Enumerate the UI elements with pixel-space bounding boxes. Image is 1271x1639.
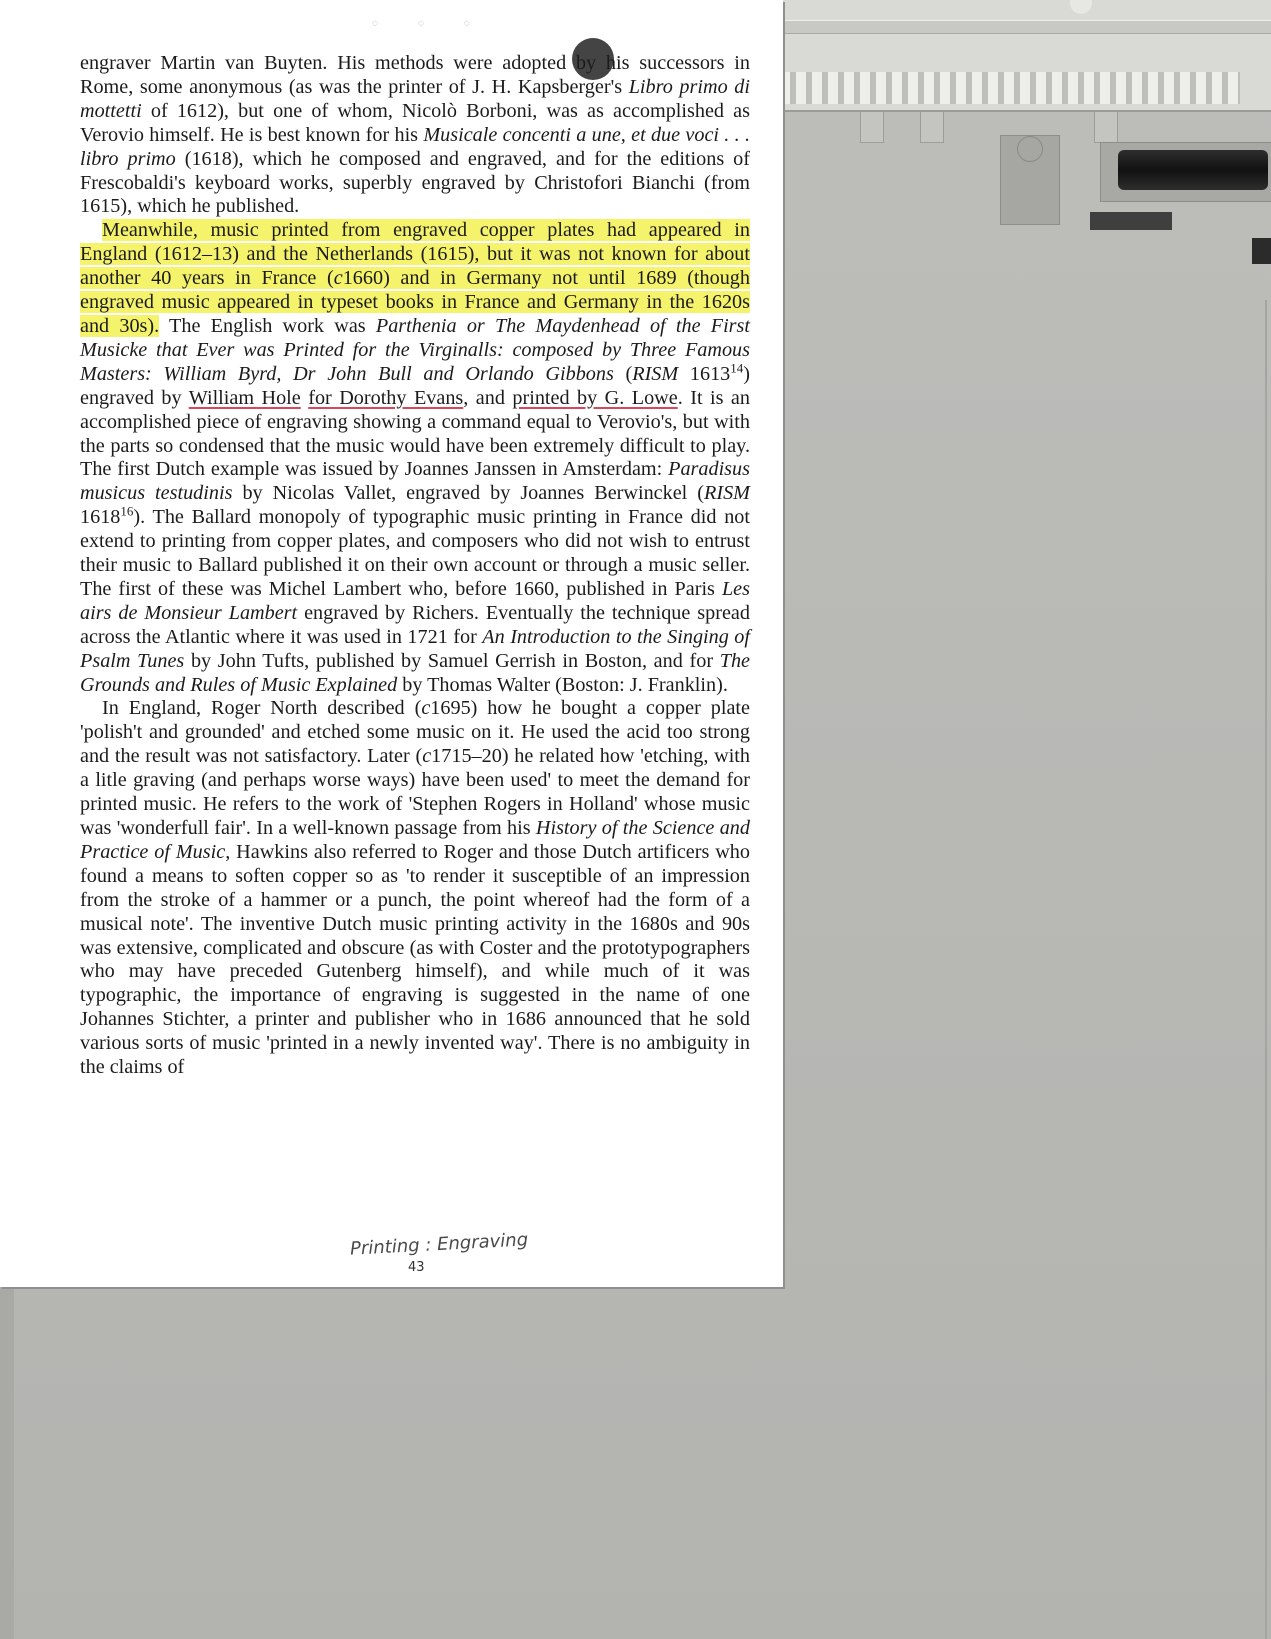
underlined-name: for Dorothy Evans	[308, 386, 464, 409]
italic-title: RISM	[704, 482, 750, 505]
text-run: by his successors in Rome, some anonymous (as was the printer of J. H. Kapsberger's	[80, 52, 750, 98]
italic-title: History of the Science and Practice of Music	[80, 817, 750, 863]
text-run: The English work was	[159, 314, 376, 337]
text-run: . It is an accomplished piece of engraving showing a command equal to Verovio's, but with the parts so condensed that the music would have been extremely difficult to play. The first Dutch example was issued by Joannes Janssen in Amsterdam:	[80, 386, 750, 481]
scanner-roller	[1118, 150, 1268, 190]
text-run: ). The Ballard monopoly of typographic music printing in France did not extend to printing from copper plates, and composers who did not wish to entrust their music to Ballard published it on their own account or through a music seller. The first of these was Michel Lambert who, before 1660, published in Paris	[80, 506, 750, 600]
text-run: (1618), which he composed and engraved, and for the editions of Frescobaldi's keyboard works, superbly engraved by Christofori Bianchi (from 1615), which he published.	[80, 147, 750, 218]
text-run: 1715–20) he related how 'etching, with a litle graving (and perhaps worse ways) have been used' to meet the demand for printed music. He refers to the work of 'Stephen Rogers in Holland' whose music was 'wonderfull fair'. In a well-known passage from his	[80, 745, 750, 839]
circa-mark: c	[421, 697, 431, 720]
underlined-name: William Hole	[188, 386, 301, 409]
text-run: Meanwhile, music printed from engraved copper plates had appeared in England (1612–13) and the Netherlands (1615), but it was not known for about another 40 years in France (	[80, 219, 750, 290]
italic-title: Parthenia or The Maydenhead of the First Musicke that Ever was Printed for the Virginalls: composed by Three Famous Masters: William Byrd, Dr John Bull and Orlando Gibbons	[80, 314, 751, 385]
scanner-tab	[920, 112, 944, 143]
text-run: engraver Martin van Buyten. His methods were	[80, 52, 503, 74]
scanner-edge-shadow	[0, 1287, 14, 1639]
text-run: by Thomas Walter (Boston: J. Franklin).	[397, 673, 728, 696]
italic-title: The Grounds and Rules of Music Explained	[80, 649, 750, 696]
scanner-lid-hinge	[770, 0, 1271, 112]
italic-title: Musicale concenti a une, et due voci . . . libro primo	[80, 123, 750, 170]
scanner-small-slot	[1252, 238, 1271, 264]
scanner-vent-slots	[780, 72, 1240, 104]
circa-mark: c	[422, 745, 432, 768]
scanner-edge-line	[1265, 300, 1267, 1639]
italic-title: Les airs de Monsieur Lambert	[80, 577, 750, 624]
text-run: (	[613, 362, 633, 385]
page-number: 43	[408, 1260, 425, 1275]
italic-title: An Introduction to the Singing of Psalm Tunes	[80, 625, 751, 672]
text-run: , Hawkins also referred to Roger and those Dutch artificers who found a means to soften copper so as 'to render it susceptible of an impression from the stroke of a hammer or a punch, the point whereof had the form of a musical note'. The inventive Dutch music printing activity in the 1680s and 90s was extensive, complicated and obscure (as with Coster and the prototypographers who may have preceded Gutenberg himself), and while much of it was typographic, the importance of engraving is suggested in the name of one Johannes Stichter, a printer and publisher who in 1686 announced that he sold various sorts of music 'printed in a newly invented way'. There is no ambiguity in the claims of	[80, 840, 750, 1079]
text-run: 1618	[80, 506, 121, 529]
paragraph-3	[80, 697, 750, 1080]
handwritten-note: Printing : Engraving	[349, 1229, 529, 1260]
paragraph-1	[80, 52, 750, 219]
italic-title: Paradisus musicus testudinis	[80, 458, 750, 505]
text-run: 1660) and in Germany not until 1689 (though engraved music appeared in typeset books in France and Germany in the 1620s and 30s).	[80, 267, 750, 337]
superscript: 14	[730, 360, 744, 376]
text-run: In England, Roger North described (	[102, 697, 422, 720]
scanner-rail	[770, 20, 1271, 34]
text-run: 1695) how he bought a copper plate 'polish't and grounded' and etched some music on it. He used the acid too strong and the result was not satisfactory. Later (	[80, 697, 750, 768]
scanner-latch-circle	[1017, 136, 1043, 162]
scanner-tab	[1094, 112, 1118, 143]
text-run: by Nicolas Vallet, engraved by Joannes Berwinckel (	[232, 482, 705, 505]
scanner-dark-slot	[1090, 212, 1172, 230]
text-run: engraved by Richers. Eventually the technique spread across the Atlantic where it was used in 1721 for	[80, 601, 750, 648]
text-run: ) engraved by	[80, 362, 750, 409]
text-run: , and	[463, 386, 513, 409]
scanner-knob	[1070, 0, 1092, 14]
text-run: of 1612), but one of whom, Nicolò Borboni, was as accomplished as Verovio himself. He is best known for his	[80, 99, 750, 146]
italic-title: Libro primo di mottetti	[80, 75, 750, 122]
text-run: by John Tufts, published by Samuel Gerrish in Boston, and for	[184, 649, 720, 672]
text-run: 1613	[678, 362, 731, 385]
text-run: adopted	[502, 52, 567, 74]
paragraph-2	[80, 219, 750, 697]
underlined-name: printed by G. Lowe	[512, 386, 678, 409]
body-text	[80, 52, 750, 1080]
circa-mark: c	[333, 267, 343, 290]
italic-title: RISM	[632, 362, 679, 385]
superscript: 16	[120, 503, 134, 519]
scanner-tab	[860, 112, 884, 143]
top-marks: ◌◌◌	[372, 18, 510, 29]
scanner-latch	[1000, 135, 1060, 225]
scanned-page	[0, 0, 783, 1287]
